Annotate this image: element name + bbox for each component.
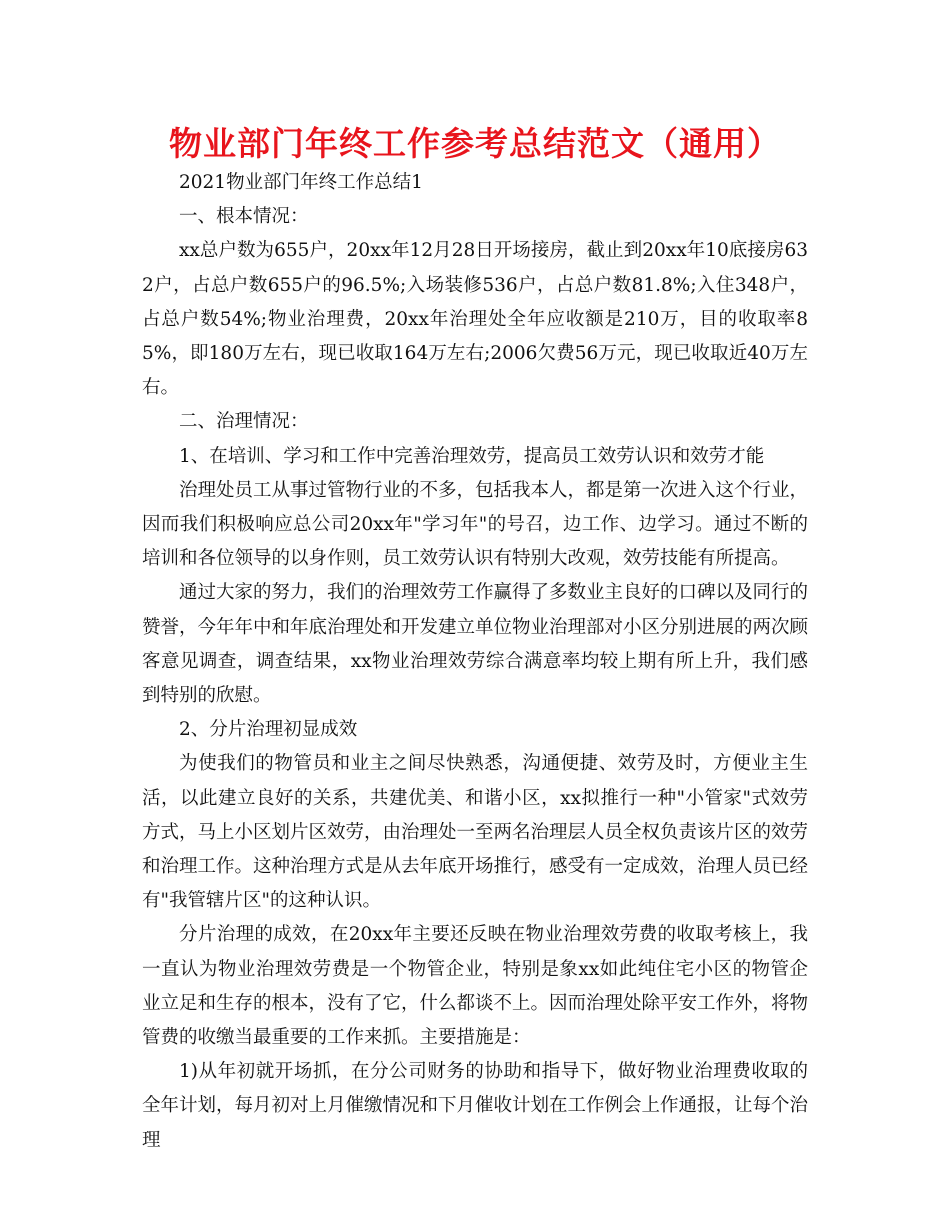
paragraph: 通过大家的努力，我们的治理效劳工作赢得了多数业主良好的口碑以及同行的赞誉，今年年中和年底治理处和开发建立单位物业治理部对小区分别进展的两次顾客意见调查，调查结果，xx物业治理效劳综合满意率均较上期有所上升，我们感到特别的欣慰。 (142, 582, 809, 707)
paragraph: 2、分片治理初显成效 (179, 719, 358, 741)
document-body (142, 166, 808, 1158)
paragraph: 治理处员工从事过管物行业的不多，包括我本人，都是第一次进入这个行业，因而我们积极响应总公司20xx年"学习年"的号召，边工作、边学习。通过不断的培训和各位领导的以身作则，员工效劳认识有特别大改观，效劳技能有所提高。 (142, 479, 809, 570)
paragraph: 2021物业部门年终工作总结1 (179, 172, 423, 193)
paragraph: 1)从年初就开场抓，在分公司财务的协助和指导下，做好物业治理费收取的全年计划，每月初对上月催缴情况和下月催收计划在工作例会上作通报，让每个治理 (142, 1061, 809, 1151)
paragraph: 为使我们的物管员和业主之间尽快熟悉，沟通便捷、效劳及时，方便业主生活，以此建立良好的关系，共建优美、和谐小区，xx拟推行一种"小管家"式效劳方式，马上小区划片区效劳，由治理处一至两名治理层人员全权负责该片区的效劳和治理工作。这种治理方式是从去年底开场推行，感受有一定成效，治理人员已经有"我管辖片区"的这种认识。 (142, 753, 809, 912)
paragraph: 1、在培训、学习和工作中完善治理效劳，提高员工效劳认识和效劳才能 (179, 445, 765, 467)
paragraph: 分片治理的成效，在20xx年主要还反映在物业治理效劳费的收取考核上，我一直认为物业治理效劳费是一个物管企业，特别是象xx如此纯住宅小区的物管企业立足和生存的根本，没有了它，什么都谈不上。因而治理处除平安工作外，将物管费的收缴当最重要的工作来抓。主要措施是： (142, 924, 809, 1049)
paragraph: xx总户数为655户，20xx年12月28日开场接房，截止到20xx年10底接房632户，占总户数655户的96.5%;入场装修536户，占总户数81.8%;入住348户，占总户数54%;物业治理费，20xx年治理处全年应收额是210万，目的收取率85%，即180万左右，现已收取164万左右;2006欠费56万元，现已收取近40万左右。 (142, 240, 808, 399)
paragraph: 一、根本情况： (179, 206, 309, 228)
paragraph: 二、治理情况： (179, 411, 309, 433)
document-title: 物业部门年终工作参考总结范文（通用） (169, 124, 781, 163)
